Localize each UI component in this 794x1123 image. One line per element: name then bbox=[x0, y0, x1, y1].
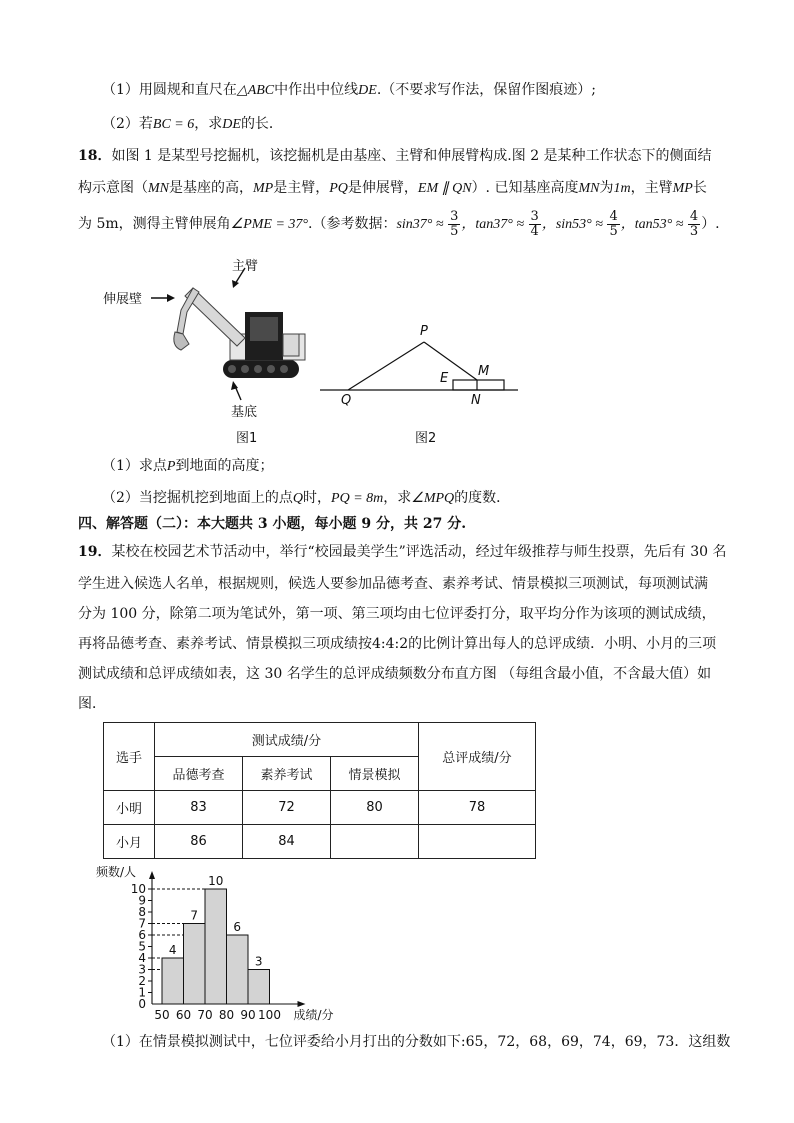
histogram-bar bbox=[184, 924, 206, 1005]
q17-part1: （1）用圆规和直尺在△ABC中作出中位线DE.（不要求写作法，保留作图痕迹）; bbox=[102, 82, 596, 98]
header-moral: 品德考查 bbox=[155, 757, 243, 791]
histogram-bar bbox=[162, 958, 184, 1004]
row-name: 小月 bbox=[104, 825, 155, 859]
table-row bbox=[104, 791, 536, 825]
label-base: 基底 bbox=[231, 405, 258, 420]
q17-part2: （2）若BC = 6，求DE的长． bbox=[102, 116, 283, 132]
histogram-chart bbox=[96, 860, 346, 1028]
y-axis-title: 频数/人 bbox=[96, 865, 137, 879]
bar-value-label: 3 bbox=[254, 954, 263, 969]
x-axis-title: 成绩/分 bbox=[293, 1008, 334, 1022]
header-simulation: 情景模拟 bbox=[331, 757, 419, 791]
segment-pq bbox=[348, 342, 424, 390]
fraction-3-5: $\frac{3}{5}$ bbox=[450, 208, 459, 239]
y-tick-label: 0 bbox=[138, 997, 146, 1011]
q19-line3: 分为 100 分，除第二项为笔试外，第一项、第三项均由七位评委打分，取平均分作为该项的测试成绩， bbox=[78, 606, 716, 622]
fraction-4-3: $\frac{4}{3}$ bbox=[689, 208, 699, 239]
header-exam: 素养考试 bbox=[243, 757, 331, 791]
histogram-bar bbox=[205, 889, 227, 1004]
segment-pm bbox=[424, 342, 477, 380]
table-row bbox=[104, 825, 536, 859]
cell-exam: 72 bbox=[243, 791, 331, 825]
x-tick-label: 50 bbox=[154, 1008, 170, 1022]
header-player: 选手 bbox=[104, 723, 155, 791]
cell-exam: 84 bbox=[243, 825, 331, 859]
q19-line2: 学生进入候选人名单，根据规则，候选人要参加品德考查、素养考试、情景模拟三项测试，每项测试满 bbox=[78, 576, 708, 592]
bar-value-label: 6 bbox=[233, 920, 242, 934]
point-e-label: E bbox=[440, 371, 449, 386]
header-total-score: 总评成绩/分 bbox=[419, 723, 536, 791]
q19-line1: 19．某校在校园艺术节活动中，举行“校园最美学生”评选活动，经过年级推荐与师生投票，先后有 30 名 bbox=[78, 544, 727, 560]
x-tick-label: 70 bbox=[197, 1008, 213, 1022]
q18-sub2: （2）当挖掘机挖到地面上的点Q时，PQ = 8m，求∠MPQ的度数． bbox=[102, 490, 511, 506]
score-table bbox=[103, 722, 536, 859]
y-tick-label: 7 bbox=[138, 916, 146, 931]
cell-moral: 83 bbox=[155, 791, 243, 825]
figure2-caption: 图2 bbox=[415, 431, 437, 446]
figure1-excavator bbox=[95, 250, 310, 450]
bar-value-label: 4 bbox=[168, 943, 177, 957]
q18-line2: 构示意图（MN是基座的高，MP是主臂，PQ是伸展臂，EM ∥ QN）. 已知基座高度MN为1m，主臂MP长 bbox=[78, 180, 707, 196]
label-main-arm: 主臂 bbox=[232, 259, 259, 274]
q18-sub1: （1）求点P到地面的高度； bbox=[102, 458, 274, 474]
y-tick-label: 5 bbox=[138, 939, 146, 954]
q19-sub1: （1）在情景模拟测试中，七位评委给小月打出的分数如下:65，72，68，69，74，69，73．这组数 bbox=[102, 1034, 731, 1050]
y-axis-arrow bbox=[149, 871, 155, 879]
x-tick-label: 100 bbox=[258, 1008, 281, 1022]
y-tick-label: 10 bbox=[130, 882, 146, 896]
row-name: 小明 bbox=[104, 791, 155, 825]
figure1-caption: 图1 bbox=[236, 431, 258, 446]
cell-total bbox=[419, 825, 536, 859]
cell-moral: 86 bbox=[155, 825, 243, 859]
label-extension-arm: 伸展壁 bbox=[103, 292, 143, 307]
y-tick-label: 9 bbox=[138, 893, 146, 908]
cell-simulation bbox=[331, 825, 419, 859]
header-test-scores: 测试成绩/分 bbox=[155, 723, 419, 757]
y-tick-label: 8 bbox=[138, 905, 146, 919]
excavator-bucket bbox=[174, 332, 189, 350]
point-m-label: M bbox=[478, 364, 490, 379]
base-rectangle bbox=[453, 380, 504, 390]
point-p-label: P bbox=[420, 324, 428, 339]
histogram-bar bbox=[227, 935, 249, 1004]
bar-value-label: 7 bbox=[190, 908, 199, 923]
fraction-4-5: $\frac{4}{5}$ bbox=[609, 208, 618, 239]
q19-line5: 测试成绩和总评成绩如表，这 30 名学生的总评成绩频数分布直方图 （每组含最小值，不含最大值）如 bbox=[78, 666, 712, 682]
y-tick-label: 2 bbox=[138, 974, 146, 988]
histogram-bar bbox=[248, 970, 270, 1005]
fraction-3-4: $\frac{3}{4}$ bbox=[530, 208, 539, 239]
y-tick-label: 4 bbox=[138, 951, 146, 965]
point-q-label: Q bbox=[341, 393, 352, 408]
y-tick-label: 3 bbox=[138, 962, 146, 977]
x-tick-label: 80 bbox=[218, 1008, 235, 1022]
x-axis-arrow bbox=[298, 1001, 306, 1007]
y-tick-label: 1 bbox=[138, 985, 146, 1000]
x-tick-label: 60 bbox=[175, 1008, 192, 1022]
cell-total: 78 bbox=[419, 791, 536, 825]
q19-line6: 图． bbox=[78, 696, 106, 712]
x-tick-label: 90 bbox=[240, 1008, 256, 1022]
y-tick-label: 6 bbox=[138, 928, 146, 942]
q18-line3: 为 5m，测得主臂伸展角∠PME = 37°.（参考数据：sin37° ≈ $\frac{3}{5}$ ，tan37° ≈ $\frac{3}{4}$ ，sin53° ≈ $\frac{4}{5}$ ，tan53° ≈ $\frac{4}{3}$ ）. bbox=[78, 208, 720, 239]
q18-line1: 18．如图 1 是某型号挖掘机，该挖掘机是由基座、主臂和伸展臂构成.图 2 是某种工作状态下的侧面结 bbox=[78, 148, 712, 164]
section4-heading: 四、解答题（二）：本大题共 3 小题，每小题 9 分，共 27 分. bbox=[78, 516, 467, 532]
bar-value-label: 10 bbox=[208, 874, 224, 888]
cell-simulation: 80 bbox=[331, 791, 419, 825]
point-n-label: N bbox=[471, 393, 481, 408]
q19-line4: 再将品德考查、素养考试、情景模拟三项成绩按4:4:2的比例计算出每人的总评成绩．小明、小月的三项 bbox=[78, 636, 717, 652]
